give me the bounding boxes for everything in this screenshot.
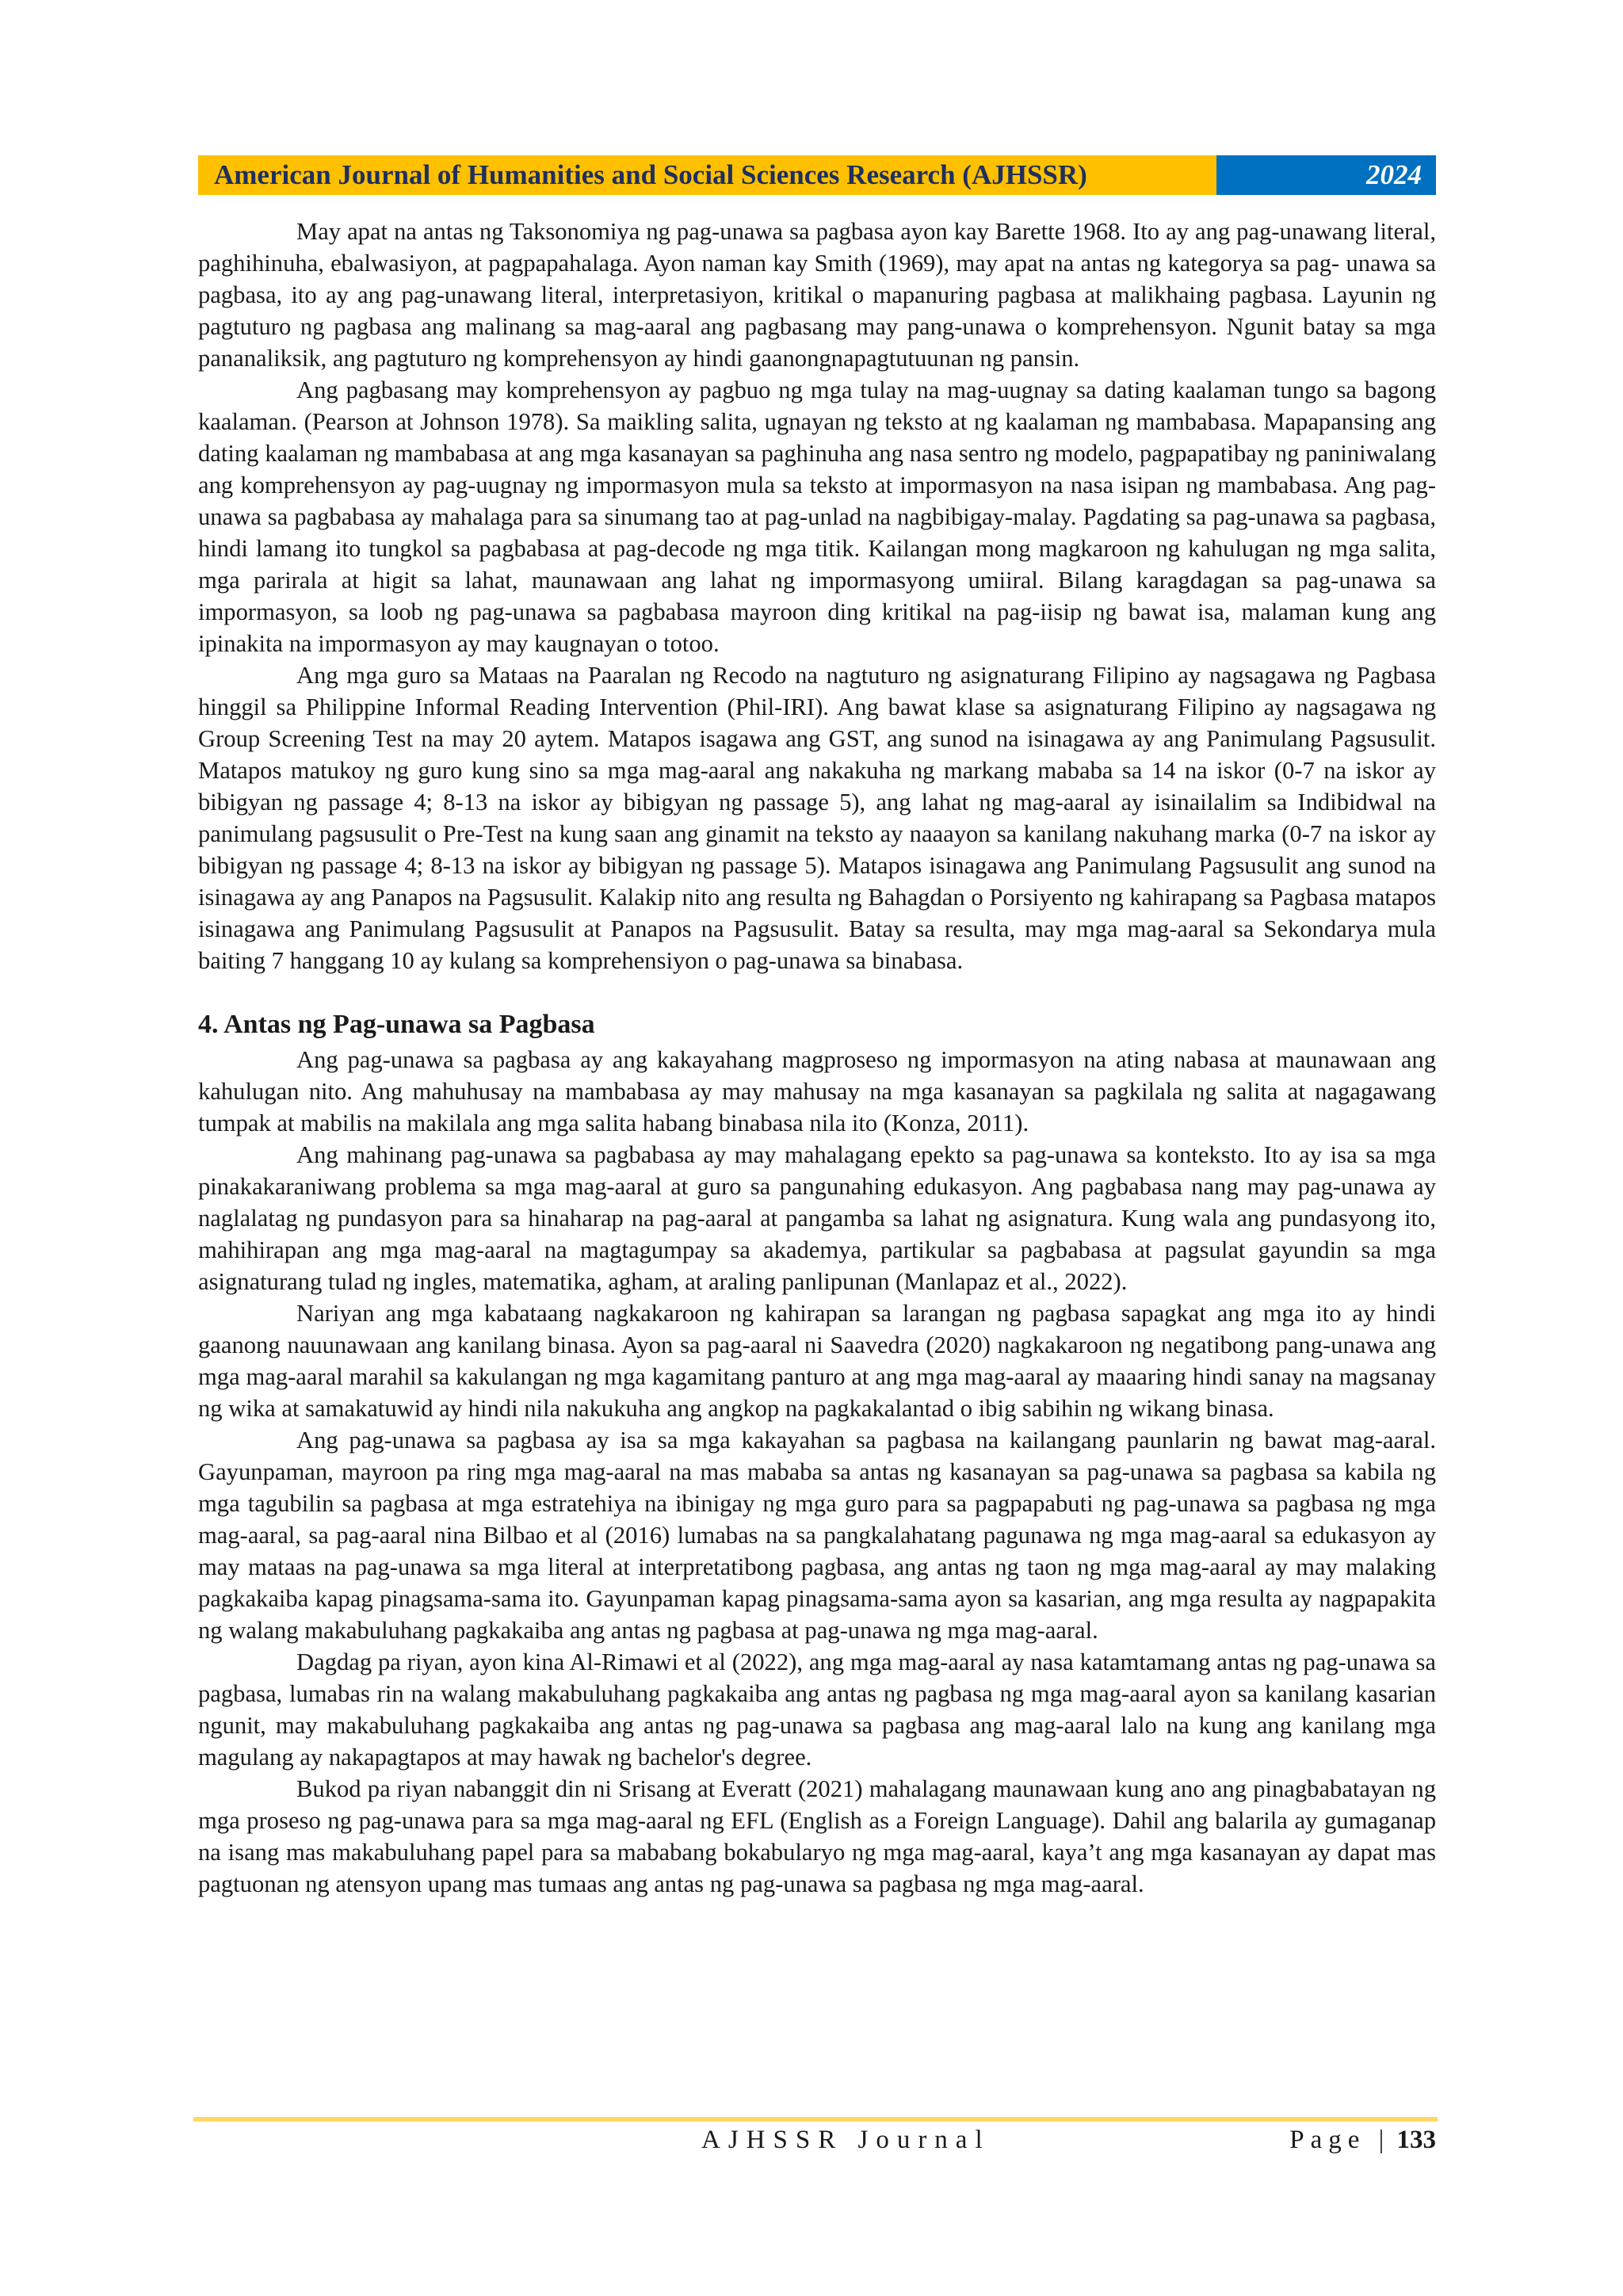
journal-year: 2024: [1216, 155, 1436, 195]
paragraph: Ang pag-unawa sa pagbasa ay ang kakayahang magproseso ng impormasyon na ating nabasa at maunawaan ang kahulugan nito. Ang mahuhusay na mambabasa ay may mahusay na mga kasanayan sa pagkilala ng salita at nagagawang tumpak at mabilis na makilala ang mga salita habang binabasa nila ito (Konza, 2011).: [198, 1046, 1436, 1137]
article-body: [198, 216, 1436, 1900]
paragraph: Bukod pa riyan nabanggit din ni Srisang at Everatt (2021) mahalagang maunawaan kung ano ang pinagbabatayan ng mga proseso ng pag-unawa para sa mga mag-aaral ng EFL (English as a Foreign Language). Dahil ang balarila ay gumaganap na isang mas makabuluhang papel para sa mababang bokabularyo ng mga mag-aaral, kaya’t ang mga kasanayan ay dapat mas pagtuonan ng atensyon upang mas tumaas ang antas ng pag-unawa sa pagbasa ng mga mag-aaral.: [198, 1775, 1436, 1897]
paragraph: Ang mahinang pag-unawa sa pagbabasa ay may mahalagang epekto sa pag-unawa sa konteksto. Ito ay isa sa mga pinakakaraniwang problema sa mga mag-aaral at guro sa pangunahing edukasyon. Ang pagbabasa nang may pag-unawa ay naglalatag ng pundasyon para sa hinaharap na pag-aaral at pangamba sa lahat ng asignatura. Kung wala ang pundasyong ito, mahihirapan ang mga mag-aaral na magtagumpay sa akademya, partikular sa pagbabasa at pagsulat gayundin sa mga asignaturang tulad ng ingles, matematika, agham, at araling panlipunan (Manlapaz et al., 2022).: [198, 1141, 1436, 1295]
paragraph: Ang pagbasang may komprehensyon ay pagbuo ng mga tulay na mag-uugnay sa dating kaalaman tungo sa bagong kaalaman. (Pearson at Johnson 1978). Sa maikling salita, ugnayan ng teksto at ng kaalaman ng mambabasa. Mapapansing ang dating kaalaman ng mambabasa at ang mga kasanayan sa paghinuha ang nasa sentro ng modelo, pagpapatibay ng paniniwalang ang komprehensyon ay pag-uugnay ng impormasyon mula sa teksto at impormasyon na nasa isipan ng mambabasa. Ang pag-unawa sa pagbabasa ay mahalaga para sa sinumang tao at pag-unlad na nagbibigay-malay. Pagdating sa pag-unawa sa pagbasa, hindi lamang ito tungkol sa pagbabasa at pag-decode ng mga titik. Kailangan mong magkaroon ng kahulugan ng mga salita, mga parirala at higit sa lahat, maunawaan ang lahat ng impormasyong umiiral. Bilang karagdagan sa pag-unawa sa impormasyon, sa loob ng pag-unawa sa pagbabasa mayroon ding kritikal na pag-iisip ng bawat isa, malaman kung ang ipinakita na impormasyon ay may kaugnayan o totoo.: [198, 376, 1436, 657]
paragraph: Ang pag-unawa sa pagbasa ay isa sa mga kakayahan sa pagbasa na kailangang paunlarin ng bawat mag-aaral. Gayunpaman, mayroon pa ring mga mag-aaral na mas mababa sa antas ng kasanayan sa pag-unawa sa pagbasa sa kabila ng mga tagubilin sa pagbasa at mga estratehiya na ibinigay ng mga guro para sa pagpapabuti ng pag-unawa sa pagbasa ng mga mag-aaral, sa pag-aaral nina Bilbao et al (2016) lumabas na sa pangkalahatang pagunawa ng mga mag-aaral sa edukasyon ay may mataas na pag-unawa sa mga literal at interpretatibong pagbasa, ang antas ng taon ng mga mag-aaral ay may malaking pagkakaiba kapag pinagsama-sama ito. Gayunpaman kapag pinagsama-sama ayon sa kasarian, ang mga resulta ay nagpapakita ng walang makabuluhang pagkakaiba ang antas ng pagbasa at pag-unawa ng mga mag-aaral.: [198, 1427, 1436, 1644]
page-label: Page |: [1289, 2126, 1391, 2154]
paragraph: May apat na antas ng Taksonomiya ng pag-unawa sa pagbasa ayon kay Barette 1968. Ito ay ang pag-unawang literal, paghihinuha, ebalwasiyon, at pagpapahalaga. Ayon naman kay Smith (1969), may apat na antas ng kategorya sa pag- unawa sa pagbasa, ito ay ang pag-unawang literal, interpretasiyon, kritikal o mapanuring pagbasa at malikhaing pagbasa. Layunin ng pagtuturo ng pagbasa ang malinang sa mag-aaral ang pagbasang may pang-unawa o komprehensyon. Ngunit batay sa mga pananaliksik, ang pagtuturo ng komprehensyon ay hindi gaanongnapagtutuunan ng pansin.: [198, 218, 1436, 372]
footer-rule: [193, 2117, 1438, 2122]
paragraph: Nariyan ang mga kabataang nagkakaroon ng kahirapan sa larangan ng pagbasa sapagkat ang mga ito ay hindi gaanong nauunawaan ang kanilang binasa. Ayon sa pag-aaral ni Saavedra (2020) nagkakaroon ng negatibong pang-unawa ang mga mag-aaral marahil sa kakulangan ng mga kagamitang panturo at ang mga mag-aaral ay maaaring hindi sanay na magsanay ng wika at samakatuwid ay hindi nila nakukuha ang angkop na pagkakalantad o ibig sabihin ng wikang binasa.: [198, 1300, 1436, 1422]
section-heading: 4. Antas ng Pag-unawa sa Pagbasa: [198, 1010, 595, 1039]
paragraph: Dagdag pa riyan, ayon kina Al-Rimawi et al (2022), ang mga mag-aaral ay nasa katamtamang antas ng pag-unawa sa pagbasa, lumabas rin na walang makabuluhang pagkakaiba ang antas ng pagbasa ng mga mag-aaral ayon sa kanilang kasarian ngunit, may makabuluhang pagkakaiba ang antas ng pag-unawa sa pagbasa ang mag-aaral lalo na kung ang kanilang mga magulang ay nakapagtapos at may hawak ng bachelor's degree.: [198, 1648, 1436, 1771]
journal-title: American Journal of Humanities and Social Sciences Research (AJHSSR): [198, 155, 1216, 195]
paragraph: Ang mga guro sa Mataas na Paaralan ng Recodo na nagtuturo ng asignaturang Filipino ay nagsagawa ng Pagbasa hinggil sa Philippine Informal Reading Intervention (Phil-IRI). Ang bawat klase sa asignaturang Filipino ay nagsagawa ng Group Screening Test na may 20 aytem. Matapos isagawa ang GST, ang sunod na isinagawa ay ang Panimulang Pagsusulit. Matapos matukoy ng guro kung sino sa mga mag-aaral ang nakakuha ng markang mababa sa 14 na iskor (0-7 na iskor ay bibigyan ng passage 4; 8-13 na iskor ay bibigyan ng passage 5), ang lahat ng mag-aaral ay isinailalim sa Indibidwal na panimulang pagsusulit o Pre-Test na kung saan ang ginamit na teksto ay naaayon sa kanilang nakuhang marka (0-7 na iskor ay bibigyan ng passage 4; 8-13 na iskor ay bibigyan ng passage 5). Matapos isinagawa ang Panimulang Pagsusulit ang sunod na isinagawa ay ang Panapos na Pagsusulit. Kalakip nito ang resulta ng Bahagdan o Porsiyento ng kahirapang sa Pagbasa matapos isinagawa ang Panimulang Pagsusulit at Panapos na Pagsusulit. Batay sa resulta, may mga mag-aaral sa Sekondarya mula baiting 7 hanggang 10 ay kulang sa komprehensiyon o pag-unawa sa binabasa.: [198, 662, 1436, 974]
footer-journal-name: AJHSSR Journal: [701, 2126, 991, 2154]
footer-page: [1289, 2122, 1436, 2157]
page-number: 133: [1396, 2126, 1436, 2154]
journal-header: [198, 155, 1436, 195]
